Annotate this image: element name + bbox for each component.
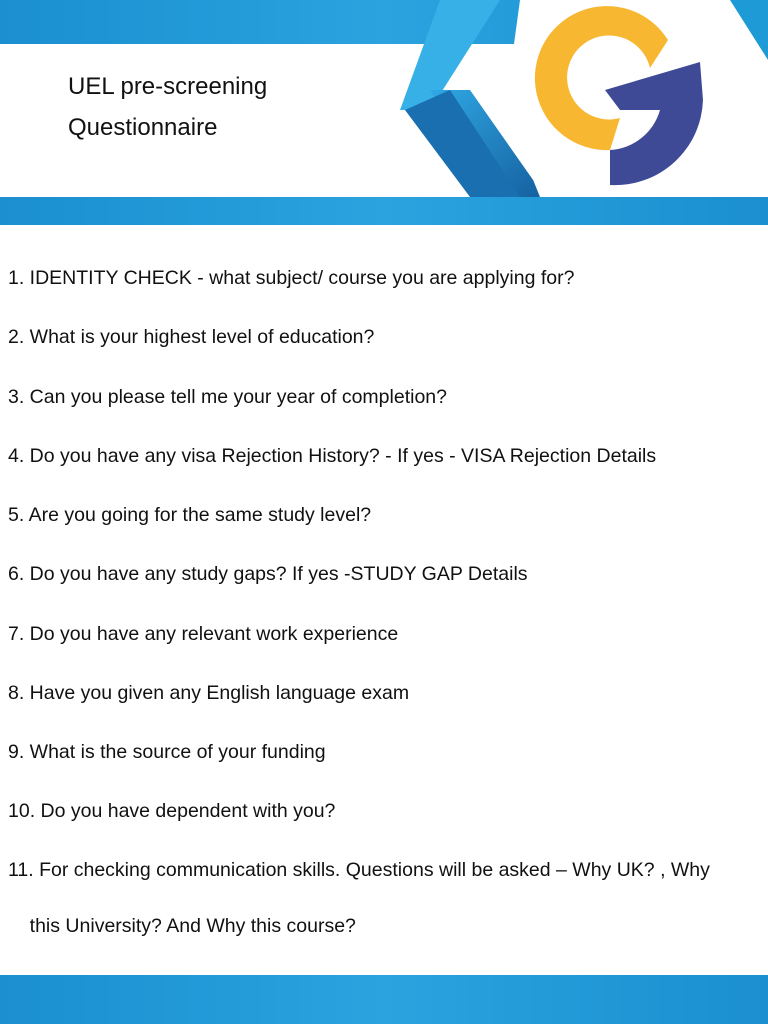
question-item: 5. Are you going for the same study level? (8, 504, 372, 526)
question-item: 3. Can you please tell me your year of completion? (8, 386, 447, 408)
title-line-2: Questionnaire (68, 114, 218, 141)
question-item: 10. Do you have dependent with you? (8, 800, 336, 822)
page-header (0, 0, 768, 225)
question-item-continuation: this University? And Why this course? (8, 915, 356, 937)
question-item: 6. Do you have any study gaps? If yes -STUDY GAP Details (8, 563, 528, 585)
footer-band (0, 975, 768, 1024)
title-line-1: UEL pre-screening (68, 73, 268, 100)
question-item: 1. IDENTITY CHECK - what subject/ course you are applying for? (8, 267, 575, 289)
footer-graphic (0, 975, 768, 1024)
question-item: 8. Have you given any English language exam (8, 682, 410, 704)
question-item: 11. For checking communication skills. Questions will be asked – Why UK? , Why (8, 859, 710, 881)
question-item: 9. What is the source of your funding (8, 741, 326, 763)
question-item: 2. What is your highest level of education? (8, 326, 375, 348)
question-item: 4. Do you have any visa Rejection History? - If yes - VISA Rejection Details (8, 445, 657, 467)
page-title (68, 66, 267, 148)
question-item: 7. Do you have any relevant work experience (8, 623, 399, 645)
bottom-header-band (0, 197, 768, 225)
